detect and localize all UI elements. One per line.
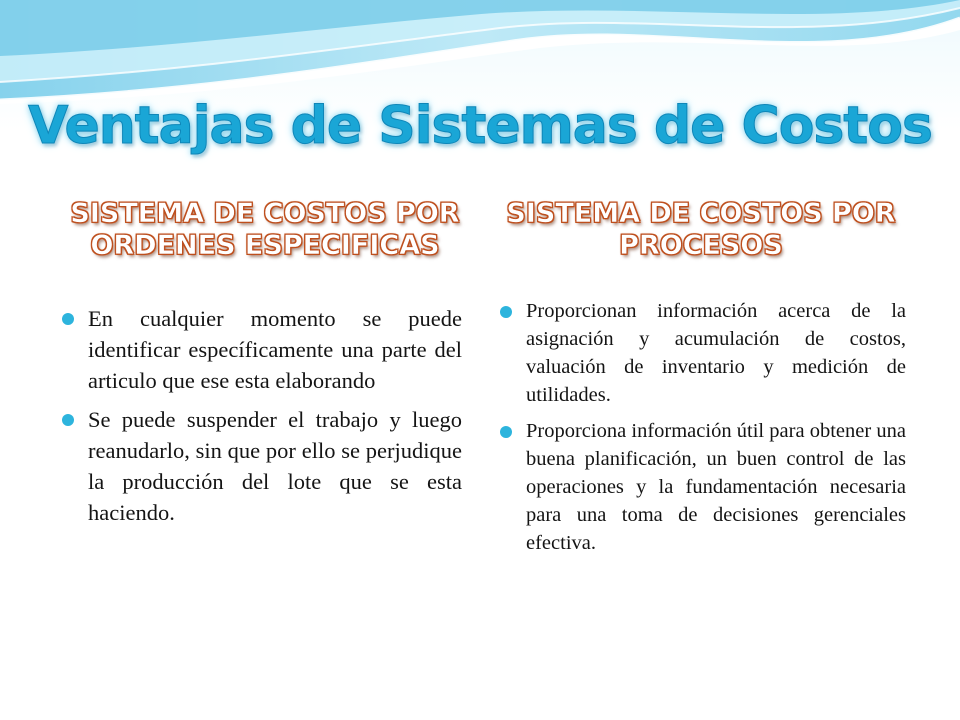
column-heading-ordenes: SISTEMA DE COSTOS POR ORDENES ESPECIFICAS bbox=[70, 198, 460, 261]
bullet-text: En cualquier momento se puede identificar específicamente una parte del articulo que ese esta elaborando bbox=[88, 306, 462, 393]
bullet-text: Se puede suspender el trabajo y luego reanudarlo, sin que por ello se perjudique la producción del lote que se esta haciendo. bbox=[88, 407, 462, 525]
list-item bbox=[62, 404, 462, 528]
slide-title: Ventajas de Sistemas de Costos bbox=[28, 96, 932, 156]
column-heading-procesos: SISTEMA DE COSTOS POR PROCESOS bbox=[506, 198, 896, 261]
list-item bbox=[500, 417, 906, 557]
list-item bbox=[62, 303, 462, 396]
list-item bbox=[500, 297, 906, 409]
bullet-text: Proporcionan información acerca de la asignación y acumulación de costos, valuación de inventario y medición de utilidades. bbox=[526, 300, 906, 406]
bullet-dot-icon bbox=[62, 313, 74, 325]
bullet-list-ordenes bbox=[62, 303, 462, 536]
bullet-dot-icon bbox=[62, 414, 74, 426]
bullet-text: Proporciona información útil para obtener una buena planificación, un buen control de las operaciones y la fundamentación necesaria para una toma de decisiones gerenciales efectiva. bbox=[526, 420, 906, 554]
bullet-dot-icon bbox=[500, 306, 512, 318]
bullet-list-procesos bbox=[500, 297, 906, 565]
bullet-dot-icon bbox=[500, 426, 512, 438]
